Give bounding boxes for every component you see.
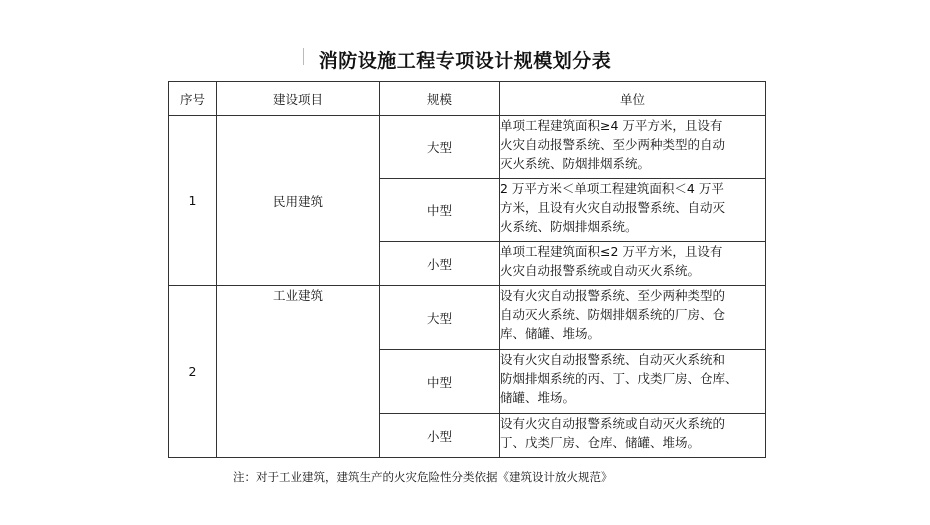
page-title: 消防设施工程专项设计规模划分表 — [318, 50, 612, 72]
row-number: 1 — [169, 116, 217, 286]
scale-table — [168, 81, 766, 458]
header-project: 建设项目 — [217, 82, 380, 116]
description-cell — [500, 286, 766, 350]
header-no: 序号 — [169, 82, 217, 116]
row-number: 2 — [169, 286, 217, 458]
description-cell — [500, 116, 766, 179]
header-unit: 单位 — [500, 82, 766, 116]
description-line: 火灾自动报警系统、至少两种类型的自动 — [500, 137, 726, 152]
description-cell — [500, 179, 766, 242]
table-row — [169, 116, 766, 179]
project-type: 工业建筑 — [217, 286, 380, 458]
project-type: 民用建筑 — [217, 116, 380, 286]
description-line: 设有火灾自动报警系统、至少两种类型的 — [500, 288, 726, 303]
description-cell — [500, 350, 766, 414]
description-cell — [500, 414, 766, 458]
description-line: 方米，且设有火灾自动报警系统、自动灭 — [500, 200, 726, 215]
table-header-row — [169, 82, 766, 116]
header-scale: 规模 — [380, 82, 500, 116]
description-line: 设有火灾自动报警系统或自动灭火系统的 — [500, 416, 726, 431]
description-line: 灭火系统、防烟排烟系统。 — [500, 156, 651, 171]
description-line: 储罐、堆场。 — [500, 390, 576, 405]
description-line: 库、储罐、堆场。 — [500, 326, 601, 341]
footnote: 注：对于工业建筑，建筑生产的火灾危险性分类依据《建筑设计放火规范》 — [233, 470, 613, 484]
description-line: 防烟排烟系统的丙、丁、戊类厂房、仓库、 — [500, 371, 738, 386]
scale-cell: 小型 — [380, 242, 500, 286]
scale-cell: 中型 — [380, 179, 500, 242]
scale-cell: 大型 — [380, 116, 500, 179]
description-cell — [500, 242, 766, 286]
description-line: 设有火灾自动报警系统、自动灭火系统和 — [500, 352, 726, 367]
description-line: 单项工程建筑面积≥4 万平方米，且设有 — [500, 118, 723, 133]
description-line: 2 万平方米＜单项工程建筑面积＜4 万平 — [500, 181, 724, 196]
description-line: 单项工程建筑面积≤2 万平方米，且设有 — [500, 244, 723, 259]
description-line: 丁、戊类厂房、仓库、储罐、堆场。 — [500, 435, 701, 450]
description-line: 火系统、防烟排烟系统。 — [500, 219, 638, 234]
scale-cell: 大型 — [380, 286, 500, 350]
scale-cell: 中型 — [380, 350, 500, 414]
description-line: 自动灭火系统、防烟排烟系统的厂房、仓 — [500, 307, 726, 322]
description-line: 火灾自动报警系统或自动灭火系统。 — [500, 263, 701, 278]
scale-cell: 小型 — [380, 414, 500, 458]
table-row — [169, 286, 766, 350]
